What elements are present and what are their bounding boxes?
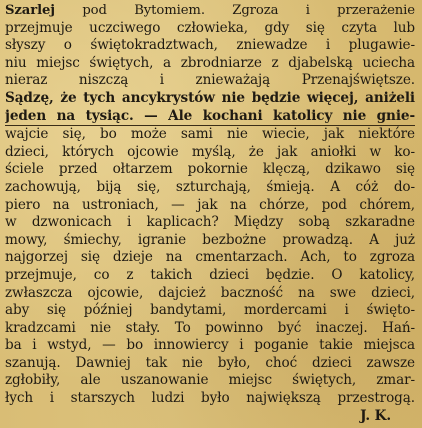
article-line-13: mowy, śmiechy, igranie bezbożne prowadzą. A już: [5, 231, 415, 248]
article-line-12: w dzwonicach i kaplicach? Między sobą szkaradne: [5, 214, 415, 231]
article-line-17: aby się później bandytami, mordercami i święto-: [5, 302, 415, 319]
article-line-5: nieraz niszczą i znieważają Przenajświętsze.: [5, 72, 415, 89]
article-line-6: Sądzę, że tych ancykrystów nie będzie więcej, aniżeli jeden na tysiąc. — Ale kochani katolicy nie gnie-: [5, 90, 415, 126]
article-line-16: zwłaszcza ojcowie, dajcież baczność na swe dzieci,: [5, 284, 415, 301]
article-line-2: przejmuje uczciwego człowieka, gdy się czyta lub: [5, 19, 415, 36]
article-signature: J. K.: [360, 407, 391, 424]
article-line-19: ba i wstyd, — bo innowiercy i poganie takie miejsca: [5, 337, 415, 354]
article-line-10: zachowują, biją się, szturchają, śmieją. A cóż do-: [5, 178, 415, 195]
article-line-21: zgłobiły, ale uszanowanie miejsc świętych, zmar-: [5, 372, 415, 389]
article-line-4: niu miejsc świętych, a zbrodniarze z djabelską uciecha: [5, 54, 415, 71]
article-line-1: [5, 2, 415, 20]
article-line-20: szanują. Dawniej tak nie było, choć dzieci zawsze: [5, 354, 415, 371]
article-line-7: wajcie się, bo może sami nie wiecie, jak niektóre: [5, 126, 415, 143]
article-line-22: łych i starszych ludzi było największą przestrogą.: [5, 390, 415, 407]
article-line-18: kradzcami nie stały. To powinno być inaczej. Hań-: [5, 319, 415, 336]
article-title: Szarlej: [5, 3, 55, 18]
article-line-11: piero na ustroniach, — jak na chórze, pod chórem,: [5, 196, 415, 213]
article-line-9: ściele przed ołtarzem pokornie klęczą, dzikawo się: [5, 161, 415, 178]
article-line-8: dzieci, których ojcowie myślą, że jak aniołki w ko-: [5, 143, 415, 160]
signature-line: [5, 408, 415, 426]
article-line-14: najgorzej się dzieje na cmentarzach. Ach, to zgroza: [5, 249, 415, 266]
article-line-3: słyszy o świętokradztwach, zniewadze i plugawie-: [5, 37, 415, 54]
article-line-1-text: pod Bytomiem. Zgroza i przerażenie: [54, 3, 415, 18]
article-line-15: przejmuje, co z takich dzieci będzie. O katolicy,: [5, 266, 415, 283]
